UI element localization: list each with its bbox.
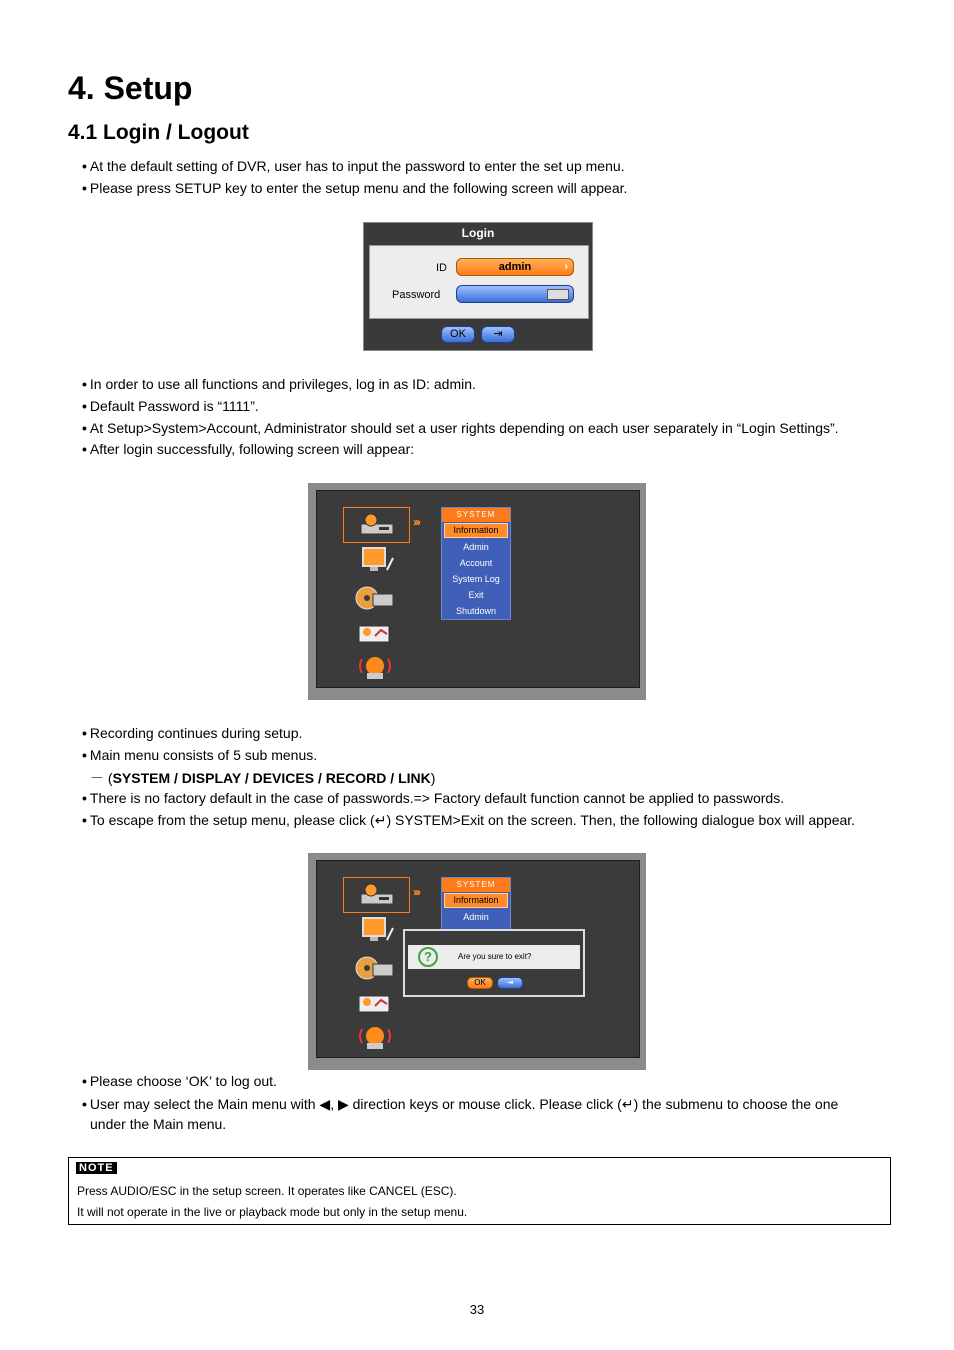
exit-icon: ⇥ [506, 978, 514, 987]
section-title: 4.1 Login / Logout [68, 121, 249, 144]
submenu-item-information[interactable]: Information [444, 523, 508, 538]
password-field[interactable] [456, 285, 574, 303]
display-monitor-icon[interactable] [359, 546, 395, 574]
link-alarm-icon[interactable] [357, 1023, 393, 1051]
note-line: It will not operate in the live or playback mode but only in the setup menu. [77, 1205, 468, 1219]
note-tag: NOTE [76, 1162, 117, 1174]
submenu-list: － (SYSTEM / DISPLAY / DEVICES / RECORD / LINK) [90, 770, 436, 786]
login-title: Login [461, 226, 495, 240]
devices-disc-icon[interactable] [355, 952, 391, 980]
record-icon[interactable] [357, 988, 393, 1016]
bullet: • After login successfully, following screen will appear: [82, 441, 415, 457]
submenu-item-exit[interactable]: Exit [468, 590, 484, 600]
link-alarm-icon[interactable] [357, 653, 393, 681]
note-box [68, 1157, 891, 1225]
chevron-right-icon: › [564, 261, 568, 273]
system-dvr-icon[interactable] [359, 880, 395, 908]
exit-button[interactable] [481, 326, 515, 343]
dialog-ok-button[interactable]: OK [467, 977, 493, 989]
dialog-message: Are you sure to exit? [458, 952, 532, 961]
record-icon[interactable] [357, 618, 393, 646]
ok-button[interactable]: OK [441, 326, 475, 343]
bullet: • There is no factory default in the case of passwords.=> Factory default function cannot be applied to passwords. [82, 790, 785, 806]
submenu-item-admin[interactable]: Admin [463, 542, 489, 552]
submenu-header: SYSTEM [442, 878, 510, 892]
password-label: Password [392, 289, 441, 301]
bullet: • At Setup>System>Account, Administrator should set a user rights depending on each user separately in “Login Settings”. [82, 420, 839, 436]
dialog-cancel-button[interactable] [497, 977, 523, 989]
system-dvr-icon[interactable] [359, 510, 395, 538]
exit-dialog-figure: ››› SYSTEM Information Admin ? Are you sure to exit? OK ⇥ [308, 853, 646, 1070]
id-label: ID [436, 262, 447, 274]
bullet: • Recording continues during setup. [82, 725, 303, 741]
keyboard-icon [547, 289, 569, 300]
exit-icon: ⇥ [493, 328, 503, 340]
id-field[interactable]: admin › [456, 258, 574, 276]
exit-confirm-dialog [403, 929, 585, 997]
submenu-header: SYSTEM [442, 508, 510, 522]
devices-disc-icon[interactable] [355, 582, 391, 610]
bullet: • In order to use all functions and privileges, log in as ID: admin. [82, 376, 476, 392]
bullet: • Default Password is “1111”. [82, 398, 259, 414]
submenu-item-shutdown[interactable]: Shutdown [455, 606, 497, 616]
system-submenu [441, 507, 511, 620]
display-monitor-icon[interactable] [359, 916, 395, 944]
bullet: • At the default setting of DVR, user has to input the password to enter the set up menu. [82, 158, 625, 174]
bullet: • User may select the Main menu with ◀, ▶ direction keys or mouse click. Please click (↵) the submenu to choose the one [82, 1096, 839, 1112]
bullet: • To escape from the setup menu, please click (↵) SYSTEM>Exit on the screen. Then, the following dialogue box will appear. [82, 812, 856, 828]
submenu-item-account[interactable]: Account [459, 558, 493, 568]
question-icon: ? [418, 947, 438, 967]
bullet-continuation: under the Main menu. [90, 1116, 227, 1132]
bullet: • Please choose ‘OK’ to log out. [82, 1073, 277, 1089]
page-title: 4. Setup [68, 70, 193, 106]
submenu-item-system-log[interactable]: System Log [452, 574, 500, 584]
submenu-item-information[interactable]: Information [444, 893, 508, 908]
bullet: • Main menu consists of 5 sub menus. [82, 747, 318, 763]
login-dialog-figure [363, 222, 593, 351]
login-panel [369, 245, 589, 319]
system-submenu [441, 877, 511, 930]
bullet: • Please press SETUP key to enter the setup menu and the following screen will appear. [82, 180, 628, 196]
page-number: 33 [469, 1302, 485, 1317]
note-line: Press AUDIO/ESC in the setup screen. It operates like CANCEL (ESC). [77, 1184, 457, 1198]
main-menu-figure: ››› SYSTEM Information Admin Account System Log Exit Shutdown [308, 483, 646, 700]
submenu-item-admin[interactable]: Admin [463, 912, 489, 922]
